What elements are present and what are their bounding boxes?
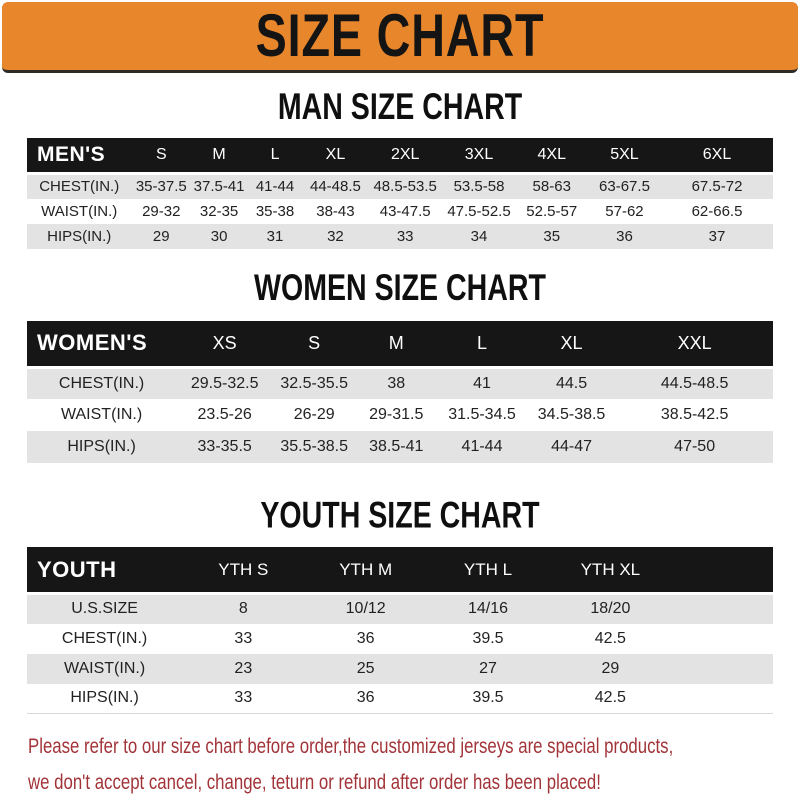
- size-value: 36: [305, 624, 427, 654]
- size-value: 32.5-35.5: [273, 367, 355, 399]
- size-value: 35.5-38.5: [273, 431, 355, 463]
- size-value: 31: [247, 224, 303, 249]
- size-value: 44-47: [527, 431, 617, 463]
- table-row: [27, 224, 773, 249]
- women-size-section: [0, 249, 800, 464]
- size-column-header: M: [355, 321, 437, 368]
- size-value: 35: [516, 224, 588, 249]
- size-value: 33: [182, 624, 304, 654]
- size-value: 53.5-58: [442, 174, 515, 199]
- row-filler-cell: [672, 684, 773, 714]
- banner-title: SIZE CHART: [255, 2, 545, 70]
- women-size-table: [27, 321, 773, 464]
- table-group-label: MEN'S: [27, 138, 131, 174]
- row-filler-cell: [672, 594, 773, 624]
- size-value: 36: [588, 224, 661, 249]
- size-column-header: 4XL: [516, 138, 588, 174]
- size-value: 37.5-41: [191, 174, 247, 199]
- size-value: 47-50: [616, 431, 773, 463]
- size-column-header: 6XL: [661, 138, 773, 174]
- size-value: 35-37.5: [131, 174, 191, 199]
- size-chart-banner: [2, 2, 798, 73]
- table-row: [27, 594, 773, 624]
- size-column-header: M: [191, 138, 247, 174]
- header-filler-cell: [672, 547, 773, 594]
- size-value: 25: [305, 654, 427, 684]
- youth-size-section: [0, 463, 800, 714]
- size-value: 57-62: [588, 199, 661, 224]
- size-value: 27: [427, 654, 549, 684]
- measure-label: CHEST(IN.): [27, 174, 131, 199]
- size-value: 31.5-34.5: [437, 399, 527, 431]
- size-value: 10/12: [305, 594, 427, 624]
- disclaimer-line-2: we don't accept cancel, change, teturn or refund after order has been placed!: [28, 771, 601, 794]
- size-value: 35-38: [247, 199, 303, 224]
- size-value: 30: [191, 224, 247, 249]
- size-value: 44.5: [527, 367, 617, 399]
- size-value: 41-44: [437, 431, 527, 463]
- size-value: 39.5: [427, 624, 549, 654]
- size-column-header: YTH XL: [549, 547, 671, 594]
- table-row: [27, 654, 773, 684]
- disclaimer-line-1: Please refer to our size chart before order,the customized jerseys are special products,: [28, 735, 674, 758]
- youth-size-table: [27, 547, 773, 714]
- size-value: 23: [182, 654, 304, 684]
- row-filler-cell: [672, 624, 773, 654]
- size-value: 29: [549, 654, 671, 684]
- size-value: 8: [182, 594, 304, 624]
- measure-label: CHEST(IN.): [27, 624, 182, 654]
- size-column-header: XL: [303, 138, 368, 174]
- size-value: 44.5-48.5: [616, 367, 773, 399]
- size-column-header: S: [273, 321, 355, 368]
- youth-section-heading: YOUTH SIZE CHART: [260, 495, 540, 537]
- size-value: 18/20: [549, 594, 671, 624]
- row-filler-cell: [672, 654, 773, 684]
- size-value: 38.5-42.5: [616, 399, 773, 431]
- size-value: 42.5: [549, 624, 671, 654]
- size-value: 29-32: [131, 199, 191, 224]
- size-value: 41: [437, 367, 527, 399]
- size-value: 32-35: [191, 199, 247, 224]
- size-column-header: L: [247, 138, 303, 174]
- size-value: 47.5-52.5: [442, 199, 515, 224]
- size-value: 58-63: [516, 174, 588, 199]
- table-row: [27, 199, 773, 224]
- size-value: 44-48.5: [303, 174, 368, 199]
- size-value: 26-29: [273, 399, 355, 431]
- size-value: 36: [305, 684, 427, 714]
- size-value: 33: [368, 224, 443, 249]
- size-value: 29-31.5: [355, 399, 437, 431]
- table-row: [27, 399, 773, 431]
- size-value: 67.5-72: [661, 174, 773, 199]
- women-section-heading: WOMEN SIZE CHART: [254, 267, 546, 309]
- size-value: 62-66.5: [661, 199, 773, 224]
- measure-label: HIPS(IN.): [27, 684, 182, 714]
- size-value: 32: [303, 224, 368, 249]
- table-group-label: WOMEN'S: [27, 321, 176, 368]
- size-value: 52.5-57: [516, 199, 588, 224]
- size-value: 38-43: [303, 199, 368, 224]
- size-column-header: YTH M: [305, 547, 427, 594]
- measure-label: WAIST(IN.): [27, 199, 131, 224]
- footer-disclaimer: [0, 729, 800, 801]
- size-value: 39.5: [427, 684, 549, 714]
- size-value: 43-47.5: [368, 199, 443, 224]
- size-column-header: L: [437, 321, 527, 368]
- table-row: [27, 624, 773, 654]
- size-column-header: XXL: [616, 321, 773, 368]
- measure-label: U.S.SIZE: [27, 594, 182, 624]
- table-row: [27, 367, 773, 399]
- measure-label: HIPS(IN.): [27, 224, 131, 249]
- size-column-header: YTH L: [427, 547, 549, 594]
- size-value: 29: [131, 224, 191, 249]
- size-column-header: S: [131, 138, 191, 174]
- size-value: 33-35.5: [176, 431, 273, 463]
- table-row: [27, 174, 773, 199]
- size-column-header: 3XL: [442, 138, 515, 174]
- men-size-section: [0, 73, 800, 249]
- size-value: 34: [442, 224, 515, 249]
- size-value: 29.5-32.5: [176, 367, 273, 399]
- size-value: 63-67.5: [588, 174, 661, 199]
- size-column-header: XL: [527, 321, 617, 368]
- size-column-header: YTH S: [182, 547, 304, 594]
- measure-label: WAIST(IN.): [27, 654, 182, 684]
- size-value: 23.5-26: [176, 399, 273, 431]
- men-size-table: [27, 138, 773, 249]
- size-column-header: 2XL: [368, 138, 443, 174]
- men-section-heading: MAN SIZE CHART: [277, 86, 523, 128]
- size-value: 38: [355, 367, 437, 399]
- size-value: 42.5: [549, 684, 671, 714]
- size-column-header: 5XL: [588, 138, 661, 174]
- size-value: 37: [661, 224, 773, 249]
- table-row: [27, 684, 773, 714]
- size-value: 14/16: [427, 594, 549, 624]
- size-value: 33: [182, 684, 304, 714]
- size-value: 41-44: [247, 174, 303, 199]
- table-row: [27, 431, 773, 463]
- measure-label: WAIST(IN.): [27, 399, 176, 431]
- measure-label: HIPS(IN.): [27, 431, 176, 463]
- size-value: 34.5-38.5: [527, 399, 617, 431]
- size-value: 48.5-53.5: [368, 174, 443, 199]
- measure-label: CHEST(IN.): [27, 367, 176, 399]
- size-value: 38.5-41: [355, 431, 437, 463]
- size-column-header: XS: [176, 321, 273, 368]
- table-group-label: YOUTH: [27, 547, 182, 594]
